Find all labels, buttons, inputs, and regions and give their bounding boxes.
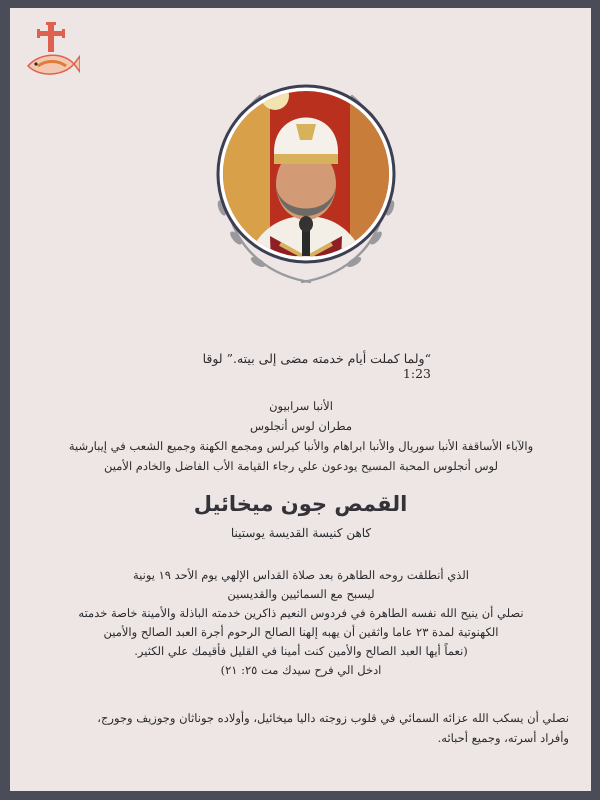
closing-prayer [39, 708, 569, 748]
priest-portrait [200, 66, 412, 292]
body-line: الذي أنطلقت روحه الطاهرة بعد صلاة القداس الإلهي يوم الأحد ١٩ يونية [132, 568, 470, 582]
scripture-verse: “ولما كملت أيام خدمته مضى إلى بيته.” لوقا 1:23 [202, 351, 431, 381]
intro-line: الأنبا سرابيون [269, 399, 333, 413]
memorial-card [10, 8, 591, 791]
body-line: ليسبح مع السمائيين والقديسين [227, 587, 375, 601]
closing-line: نصلي أن يسكب الله عزائه السمائي في قلوب زوجته داليا ميخائيل، وأولاده جوناثان وجوزيف وجورج، [97, 711, 569, 725]
coptic-cross-fish-icon [24, 22, 80, 82]
announcement-body [46, 566, 556, 680]
intro-line: مطران لوس أنجلوس [250, 419, 352, 433]
body-line: الكهنوتية لمدة ٢٣ عاما واثقين أن يهبه إلهنا الصالح الرحوم أجرة العبد الصالح والأمين [103, 625, 499, 639]
announcement-intro [46, 396, 556, 476]
body-line: ادخل الي فرح سيدك مت ٢٥: ٢١) [220, 663, 382, 677]
closing-line: وأفراد أسرته، وجميع أحبائه. [437, 731, 569, 745]
intro-line: لوس أنجلوس المحبة المسيح يودعون علي رجاء القيامة الأب الفاضل والخادم الأمين [104, 459, 498, 473]
body-line: (نعماً أيها العبد الصالح والأمين كنت أمينا في القليل فأقيمك علي الكثير. [134, 644, 468, 658]
deceased-title: كاهن كنيسة القديسة يوستينا [230, 526, 372, 540]
deceased-name: القمص جون ميخائيل [193, 492, 408, 516]
intro-line: والآباء الأساقفة الأنبا سوريال والأنبا ابراهام والأنبا كيرلس ومجمع الكهنة وجميع الشعب في إيبارشية [68, 439, 534, 453]
body-line: نصلي أن ينيح الله نفسه الطاهرة في فردوس النعيم ذاكرين خدمته الباذلة والأمينة خاصة خدمته [78, 606, 524, 620]
